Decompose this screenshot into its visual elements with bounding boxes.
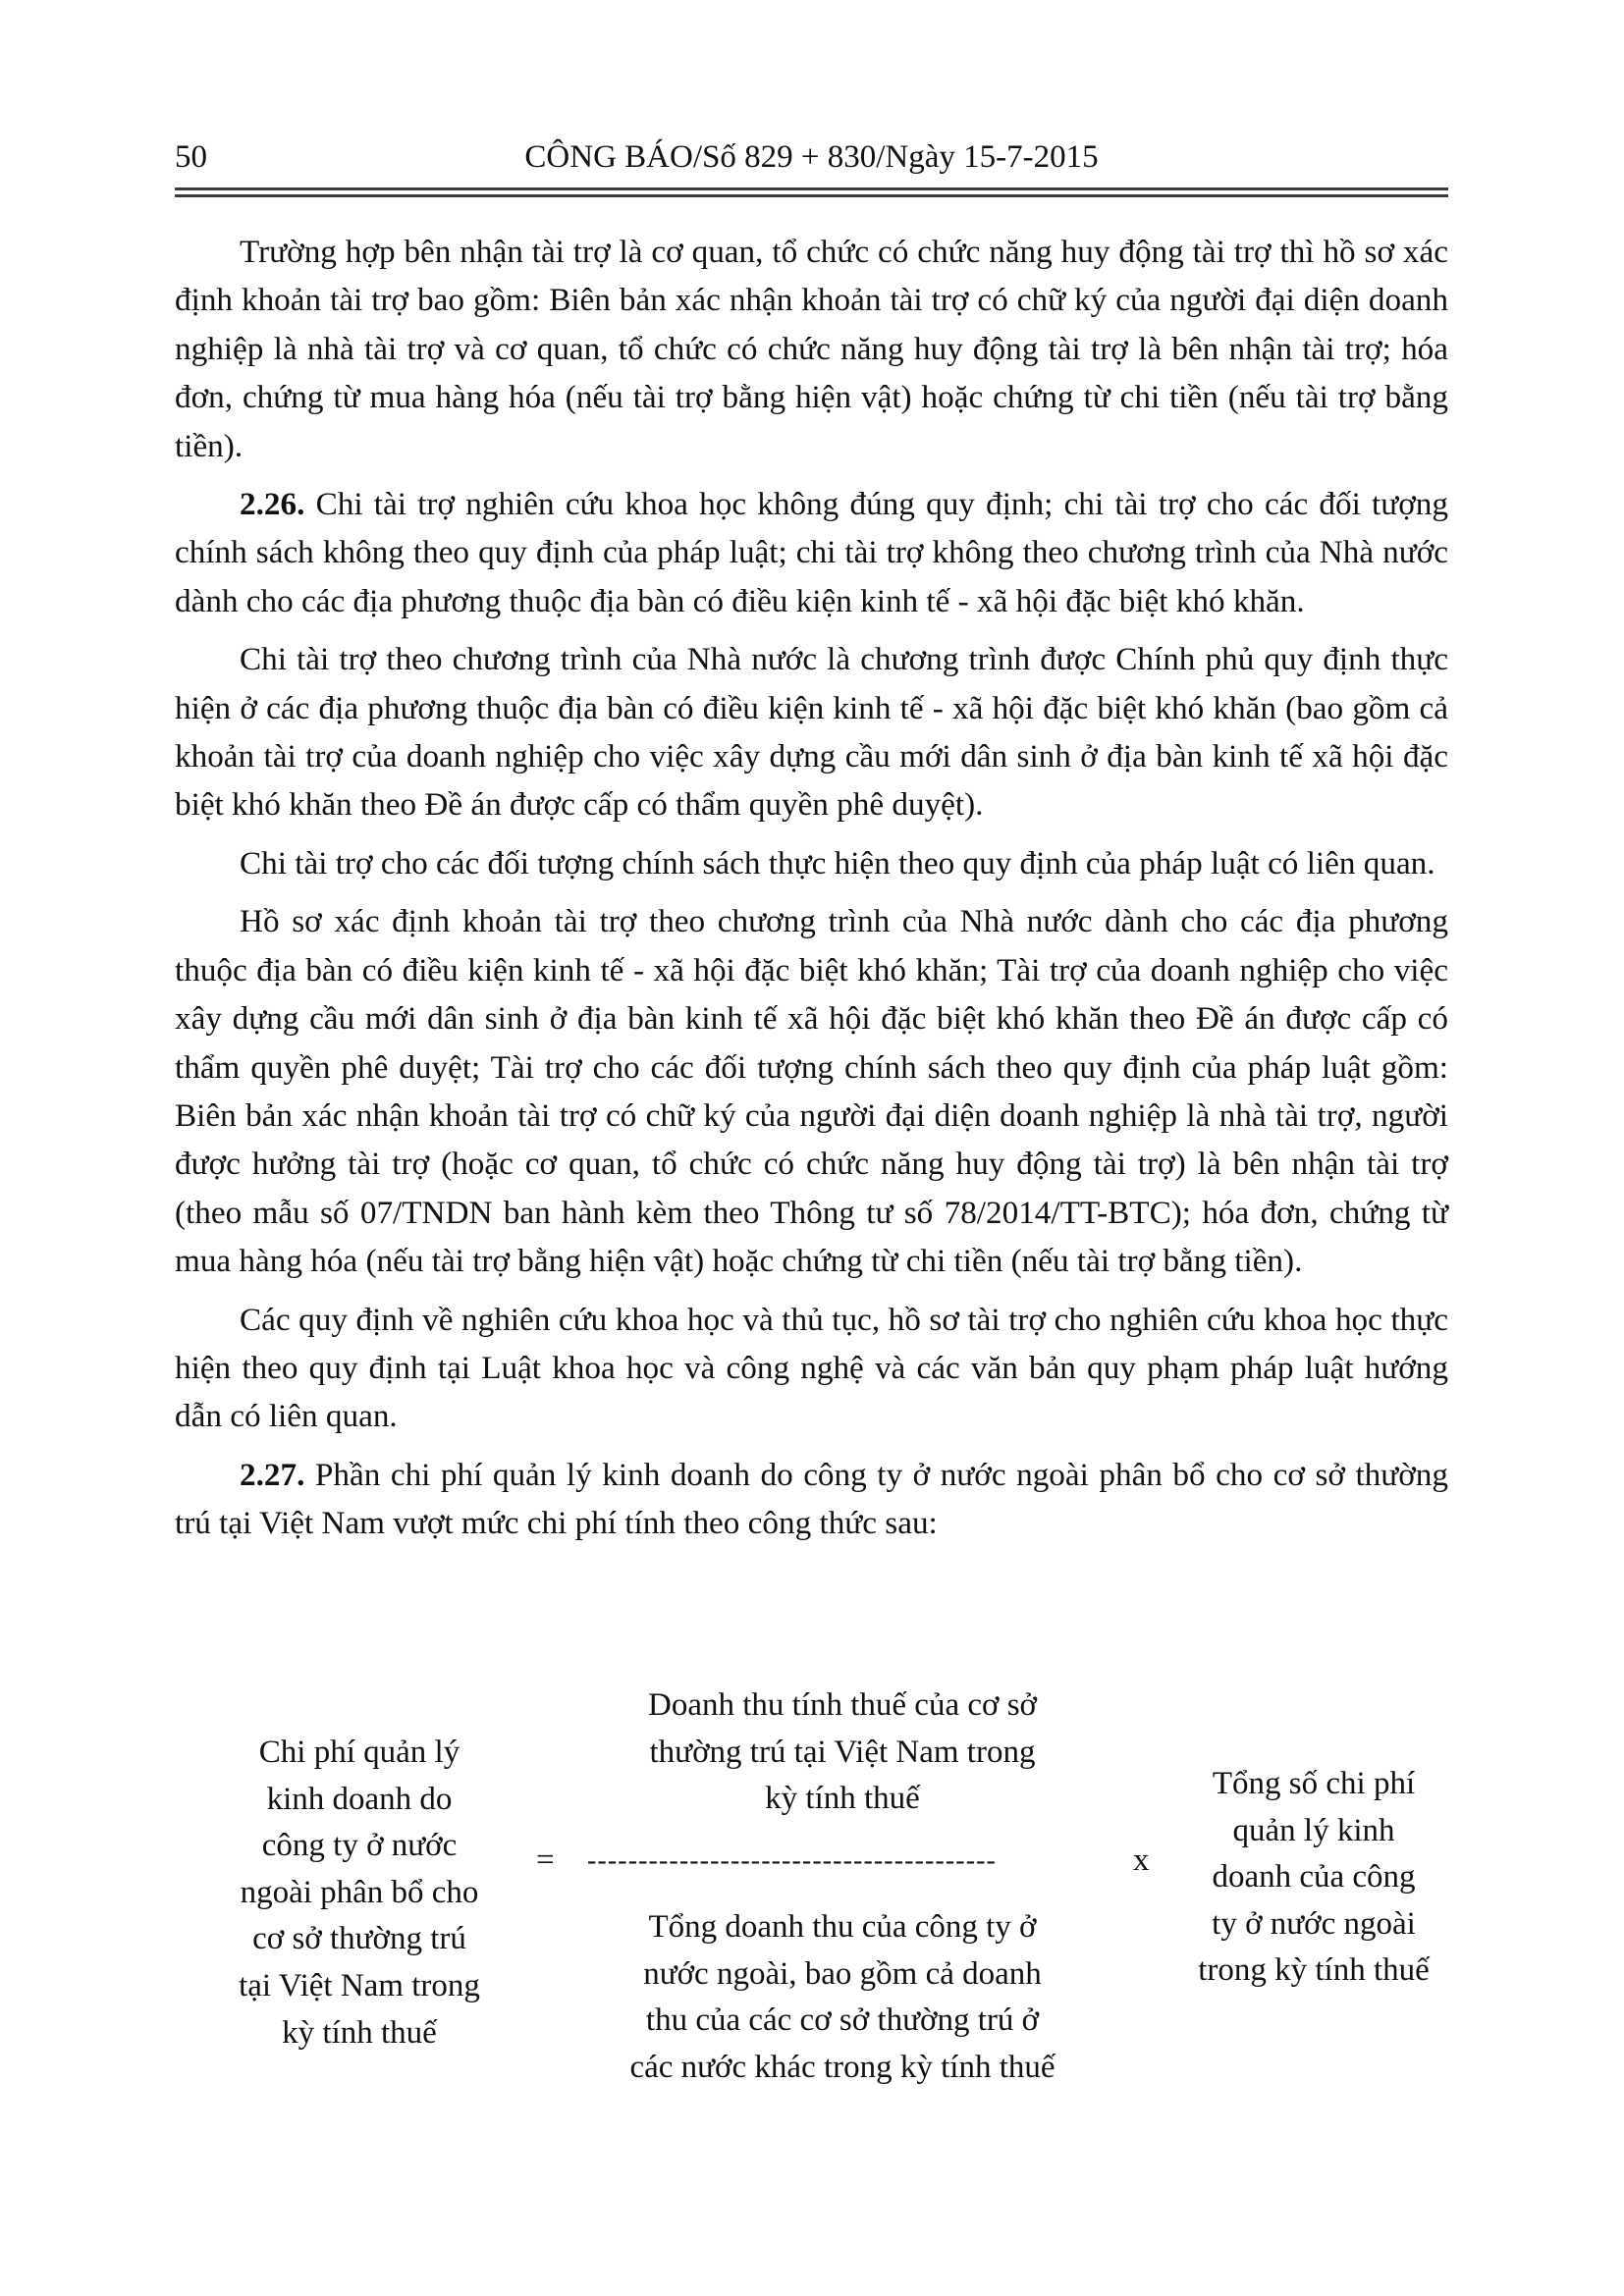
- formula-line: Doanh thu tính thuế của cơ sở: [648, 1687, 1037, 1723]
- formula-line: ngoài phân bổ cho: [240, 1874, 479, 1910]
- formula-line: kỳ tính thuế: [282, 2014, 437, 2051]
- page-header: [175, 137, 1448, 177]
- allocation-formula: [175, 1681, 1448, 2093]
- paragraph-section-2-27: [175, 1451, 1448, 1548]
- section-number: 2.26.: [240, 486, 305, 523]
- paragraph: [175, 1296, 1448, 1441]
- formula-line: quản lý kinh: [1232, 1812, 1395, 1848]
- formula-line: Tổng số chi phí: [1212, 1766, 1416, 1801]
- paragraph-text: Trường hợp bên nhận tài trợ là cơ quan, tổ chức có chức năng huy động tài trợ thì hồ sơ xác định khoản tài trợ bao gồm: Biên bản xác nhận khoản tài trợ có chữ ký của người đại diện doanh nghiệp là nhà tài trợ và cơ quan, tổ chức có chức năng huy động tài trợ là bên nhận tài trợ; hóa đơn, chứng từ mua hàng hóa (nếu tài trợ bằng hiện vật) hoặc chứng từ chi tiền (nếu tài trợ bằng tiền).: [175, 234, 1448, 464]
- formula-left-term: [212, 1730, 507, 2056]
- formula-numerator: [568, 1682, 1117, 1823]
- paragraph-text: Các quy định về nghiên cứu khoa học và thủ tục, hồ sơ tài trợ cho nghiên cứu khoa học thực hiện theo quy định tại Luật khoa học và công nghệ và các văn bản quy phạm pháp luật hướng dẫn có liên quan.: [175, 1301, 1448, 1435]
- document-body: [175, 228, 1448, 1558]
- formula-line: thu của các cơ sở thường trú ở: [645, 2002, 1040, 2039]
- formula-line: nước ngoài, bao gồm cả doanh: [643, 1955, 1042, 1992]
- formula-line: cơ sở thường trú: [252, 1921, 466, 1957]
- fraction-bar: ----------------------------------------: [587, 1845, 997, 1876]
- formula-line: ty ở nước ngoài: [1212, 1905, 1416, 1942]
- paragraph: [175, 635, 1448, 829]
- paragraph-text: Phần chi phí quản lý kinh doanh do công ty ở nước ngoài phân bổ cho cơ sở thường trú tại Việt Nam vượt mức chi phí tính theo công thức sau:: [175, 1456, 1448, 1542]
- paragraph: [175, 897, 1448, 1285]
- page-number: 50: [175, 139, 207, 175]
- paragraph-text: Chi tài trợ nghiên cứu khoa học không đúng quy định; chi tài trợ cho các đối tượng chính sách không theo quy định của pháp luật; chi tài trợ không theo chương trình của Nhà nước dành cho các địa phương thuộc địa bàn có điều kiện kinh tế - xã hội đặc biệt khó khăn.: [175, 486, 1448, 619]
- multiply-sign: x: [1133, 1842, 1150, 1878]
- paragraph-text: Hồ sơ xác định khoản tài trợ theo chương trình của Nhà nước dành cho các địa phương thuộc địa bàn có điều kiện kinh tế - xã hội đặc biệt khó khăn; Tài trợ của doanh nghiệp cho việc xây dựng cầu mới dân sinh ở địa bàn kinh tế xã hội đặc biệt khó khăn theo Đề án được cấp có thẩm quyền phê duyệt; Tài trợ cho các đối tượng chính sách theo quy định của pháp luật gồm: Biên bản xác nhận khoản tài trợ có chữ ký của người đại diện doanh nghiệp là nhà tài trợ, người được hưởng tài trợ (hoặc cơ quan, tổ chức có chức năng huy động tài trợ) là bên nhận tài trợ (theo mẫu số 07/TNDN ban hành kèm theo Thông tư số 78/2014/TT-BTC); hóa đơn, chứng từ mua hàng hóa (nếu tài trợ bằng hiện vật) hoặc chứng từ chi tiền (nếu tài trợ bằng tiền).: [175, 903, 1448, 1280]
- formula-right-term: [1166, 1761, 1461, 1995]
- formula-line: tại Việt Nam trong: [239, 1967, 480, 2003]
- formula-denominator: [568, 1904, 1117, 2091]
- formula-line: Chi phí quản lý: [258, 1735, 460, 1770]
- paragraph-text: Chi tài trợ theo chương trình của Nhà nước là chương trình được Chính phủ quy định thực hiện ở các địa phương thuộc địa bàn có điều kiện kinh tế - xã hội đặc biệt khó khăn (bao gồm cả khoản tài trợ của doanh nghiệp cho việc xây dựng cầu mới dân sinh ở địa bàn kinh tế xã hội đặc biệt khó khăn theo Đề án được cấp có thẩm quyền phê duyệt).: [175, 641, 1448, 824]
- formula-line: kỳ tính thuế: [765, 1781, 920, 1817]
- header-rule-bottom: [175, 194, 1448, 197]
- formula-line: kinh doanh do: [266, 1781, 453, 1817]
- paragraph-section-2-26: [175, 480, 1448, 625]
- paragraph-text: Chi tài trợ cho các đối tượng chính sách thực hiện theo quy định của pháp luật có liên quan.: [240, 844, 1435, 881]
- header-rule-top: [175, 187, 1448, 190]
- formula-line: thường trú tại Việt Nam trong: [649, 1734, 1036, 1770]
- paragraph: [175, 228, 1448, 470]
- formula-line: doanh của công: [1212, 1859, 1416, 1896]
- formula-line: các nước khác trong kỳ tính thuế: [629, 2049, 1056, 2085]
- formula-line: trong kỳ tính thuế: [1198, 1952, 1430, 1989]
- formula-line: công ty ở nước: [261, 1828, 458, 1864]
- paragraph: [175, 839, 1448, 887]
- equals-sign: =: [536, 1842, 555, 1878]
- gazette-title: CÔNG BÁO/Số 829 + 830/Ngày 15-7-2015: [524, 139, 1099, 175]
- section-number: 2.27.: [240, 1456, 305, 1493]
- formula-line: Tổng doanh thu của công ty ở: [648, 1909, 1037, 1945]
